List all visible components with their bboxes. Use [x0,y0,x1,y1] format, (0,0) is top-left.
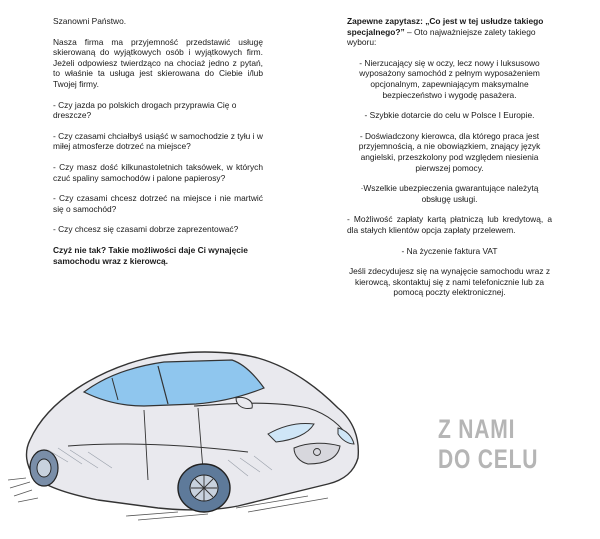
left-column [53,16,263,276]
front-wheel [178,464,230,512]
tagline-line-2: DO CELU [438,444,539,474]
right-column [347,16,552,308]
rear-wheel [30,450,58,486]
question-4: - Czy czasami chcesz dotrzeć na miejsce i nie martwić się o samochód? [53,193,263,214]
advantage-insurance: ·Wszelkie ubezpieczenia gwarantujące należytą obsługę usługi. [360,183,539,204]
advantage-driver: - Doświadczony kierowca, dla którego praca jest przyjemnością, a nie obowiązkiem, znający język angielski, przeszkolony pod względem niesienia pierwszej pomocy. [358,130,541,173]
tagline [438,414,539,474]
closing-statement: Czyż nie tak? Takie możliwości daje Ci wynajęcie samochodu wraz z kierowcą. [53,244,248,266]
heading-rest: – Oto najważniejsze zalety takiego wyboru: [347,26,536,48]
question-5: - Czy chcesz się czasami dobrze zaprezentować? [53,224,239,235]
advantage-car: - Nierzucający się w oczy, lecz nowy i luksusowo wyposażony samochód z pełnym wyposażeniem opcjonalnym, zapewniającym maksymalne bezpieczeństwo i wygodę pasażera. [359,57,540,100]
advantage-speed: - Szybkie dotarcie do celu w Polsce I Europie. [364,110,535,121]
advantage-invoice: - Na życzenie faktura VAT [401,245,498,256]
question-3: - Czy masz dość kilkunastoletnich taksówek, w których czuć spaliny samochodów i palone papierosy? [53,161,263,183]
question-2: - Czy czasami chciałbyś usiąść w samochodzie z tyłu i w miłej atmosferze dotrzeć na miejsce? [53,130,263,152]
car-sketch-icon [8,330,364,525]
advantages-heading [347,16,552,48]
tagline-line-1: Z NAMI [438,414,516,444]
question-1: - Czy jazda po polskich drogach przyprawia Cię o dreszcze? [53,99,237,121]
intro-paragraph: Nasza firma ma przyjemność przedstawić usługę skierowaną do wyjątkowych osób i wyjątkowych firm. Jeżeli odpowiesz twierdząco na chociaż jedno z pytań, to właśnie ta usługa jest skierowana do Ciebie i/lub Twojej firmy. [53,36,263,89]
advantage-payment: - Możliwość zapłaty kartą płatniczą lub kredytową, a dla stałych klientów opcja zapłaty przelewem. [347,214,552,235]
heading-question: Zapewne zapytasz: „Co jest w tej usłudze takiego specjalnego?” [347,16,544,37]
greeting: Szanowni Państwo. [53,16,127,26]
contact-paragraph: Jeśli zdecydujesz się na wynajęcie samochodu wraz z kierowcą, skontaktuj się z nami telefonicznie lub za pomocą poczty elektronicznej. [348,266,551,298]
